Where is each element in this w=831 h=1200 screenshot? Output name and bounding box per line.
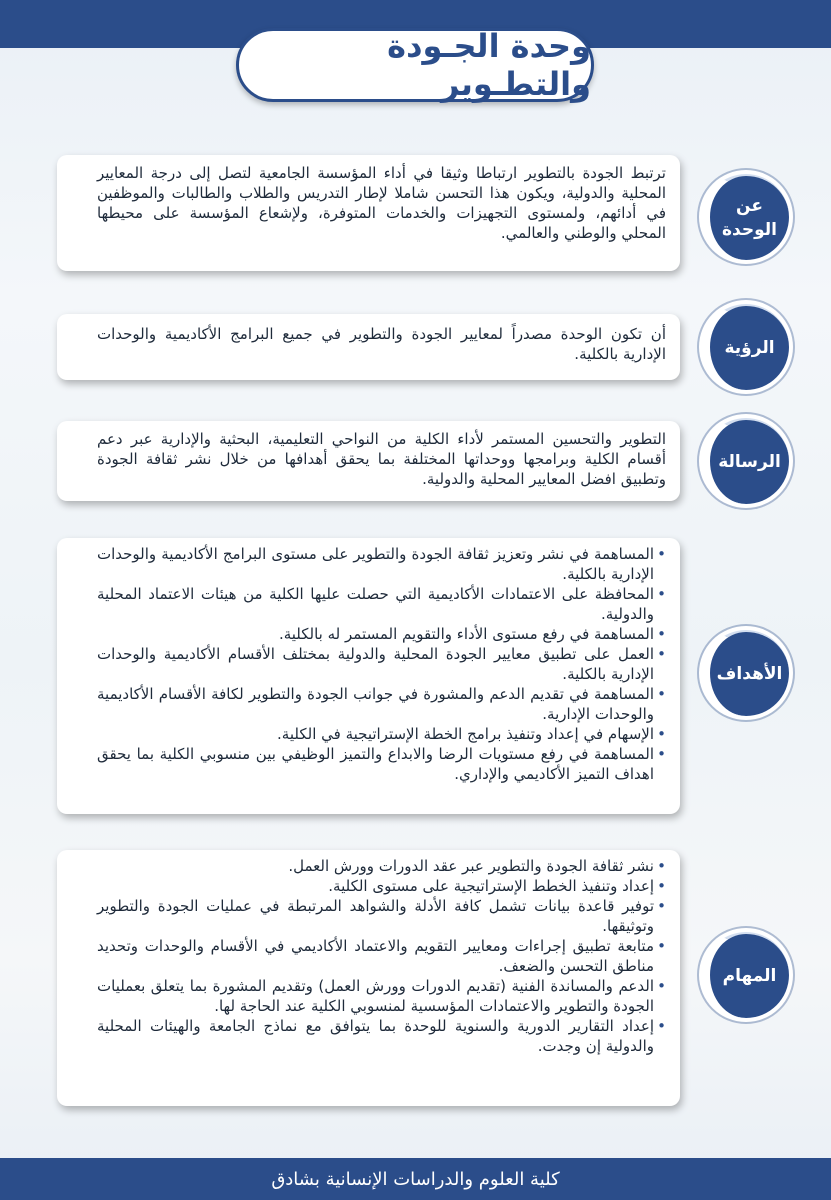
footer-bar bbox=[0, 1158, 831, 1200]
goal-item: • المساهمة في تقديم الدعم والمشورة في جوانب الجودة والتطوير لكافة الأقسام الأكاديمية والوحدات الإدارية. bbox=[97, 684, 654, 724]
vision-label: الرؤية bbox=[724, 338, 775, 358]
task-item: • نشر ثقافة الجودة والتطوير عبر عقد الدورات وورش العمل. bbox=[97, 856, 654, 876]
tasks-list bbox=[97, 856, 666, 1056]
goal-item: • المساهمة في رفع مستويات الرضا والابداع والتميز الوظيفي بين منسوبي الكلية بما يحقق اهداف التميز الأكاديمي والإداري. bbox=[97, 744, 654, 784]
goal-item: • المساهمة في رفع مستوى الأداء والتقويم المستمر له بالكلية. bbox=[97, 624, 654, 644]
task-item: • الدعم والمساندة الفنية (تقديم الدورات وورش العمل) وتقديم المشورة بما يتعلق بعمليات الجودة والتطوير والاعتمادات المؤسسية لمنسوبي الكلية عند الحاجة لها. bbox=[97, 976, 654, 1016]
goal-item: • الإسهام في إعداد وتنفيذ برامج الخطة الإستراتيجية في الكلية. bbox=[97, 724, 654, 744]
goals-label: الأهداف bbox=[716, 664, 783, 684]
task-item: • توفير قاعدة بيانات تشمل كافة الأدلة والشواهد المرتبطة في عمليات الجودة والتطوير وتوثيقها. bbox=[97, 896, 654, 936]
about-label-line1: عن bbox=[736, 196, 763, 216]
about-text: ترتبط الجودة بالتطوير ارتباطا وثيقا في أداء المؤسسة الجامعية لتصل إلى درجة المعايير المحلية والدولية، ويكون هذا التحسن شاملا لإطار التدريس والطلاب والطالبات والموظفين في أدائهم، ولمستوى التجهيزات والخدمات المتوفرة، ولإشعاع المؤسسة على محيطها المحلي والوطني والعالمي. bbox=[97, 164, 666, 242]
about-badge bbox=[703, 174, 789, 260]
goals-list bbox=[97, 544, 666, 784]
mission-text: التطوير والتحسين المستمر لأداء الكلية من النواحي التعليمية، البحثية والإدارية عبر دعم أقسام الكلية وبرامجها ووحداتها المختلفة بما يحقق أهدافها من خلال نشر ثقافة الجودة وتطبيق افضل المعايير المحلية والدولية. bbox=[97, 430, 666, 488]
page-title: وحدة الجـودة والتطـوير bbox=[387, 27, 591, 103]
task-item: • إعداد وتنفيذ الخطط الإستراتيجية على مستوى الكلية. bbox=[97, 876, 654, 896]
vision-text: أن تكون الوحدة مصدراً لمعايير الجودة والتطوير في جميع البرامج الأكاديمية والوحدات الإدارية بالكلية. bbox=[97, 325, 666, 363]
tasks-card bbox=[57, 850, 680, 1106]
footer-text: كلية العلوم والدراسات الإنسانية بشادق bbox=[271, 1168, 560, 1190]
about-card bbox=[57, 155, 680, 271]
task-item: • متابعة تطبيق إجراءات ومعايير التقويم والاعتماد الأكاديمي في الأقسام والوحدات وتحديد مناطق التحسن والضعف. bbox=[97, 936, 654, 976]
goal-item: • العمل على تطبيق معايير الجودة المحلية والدولية بمختلف الأقسام الأكاديمية والوحدات الإدارية بالكلية. bbox=[97, 644, 654, 684]
tasks-label: المهام bbox=[722, 966, 777, 986]
goal-item: • المساهمة في نشر وتعزيز ثقافة الجودة والتطوير على مستوى البرامج الأكاديمية والوحدات الإدارية بالكلية. bbox=[97, 544, 654, 584]
goal-item: • المحافظة على الاعتمادات الأكاديمية التي حصلت عليها الكلية من هيئات الاعتماد المحلية والدولية. bbox=[97, 584, 654, 624]
mission-card bbox=[57, 421, 680, 501]
mission-badge bbox=[703, 418, 789, 504]
page-title-banner bbox=[236, 28, 594, 102]
vision-card bbox=[57, 314, 680, 380]
mission-label: الرسالة bbox=[718, 452, 781, 472]
tasks-badge bbox=[703, 932, 789, 1018]
goals-badge bbox=[703, 630, 789, 716]
vision-badge bbox=[703, 304, 789, 390]
about-label-line2: الوحدة bbox=[722, 220, 777, 240]
goals-card bbox=[57, 538, 680, 814]
task-item: • إعداد التقارير الدورية والسنوية للوحدة بما يتوافق مع نماذج الجامعة والهيئات المحلية والدولية إن وجدت. bbox=[97, 1016, 654, 1056]
